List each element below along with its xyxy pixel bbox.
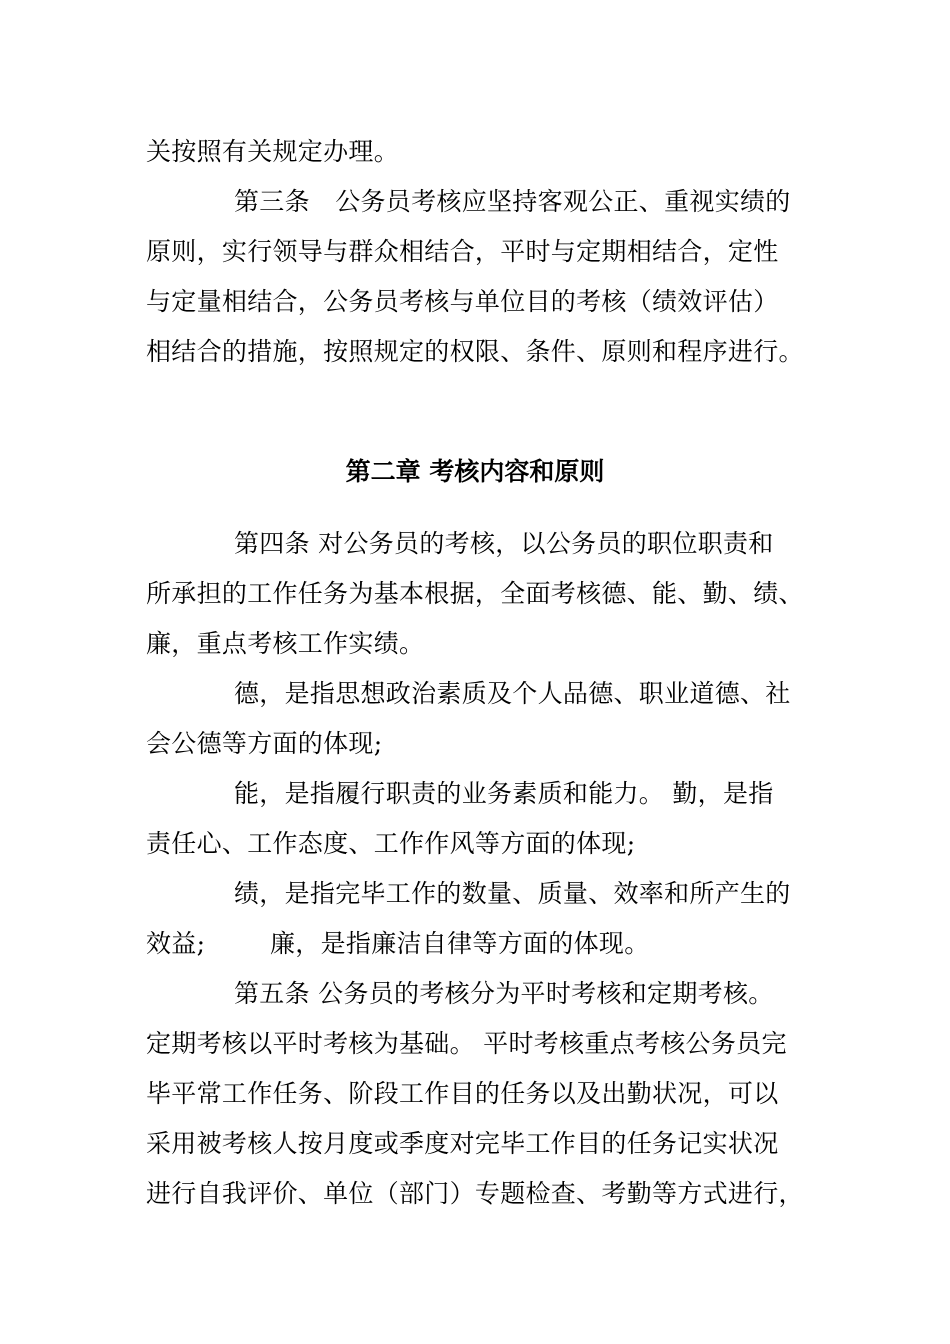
- article-3-start: 第三条 公务员考核应坚持客观公正、重视实绩的: [234, 187, 791, 216]
- text-line: 与定量相结合，公务员考核与单位目的考核（绩效评估）: [146, 287, 779, 316]
- text-line: 关按照有关规定办理。: [146, 137, 400, 166]
- text-line: 效益;: [146, 929, 206, 958]
- ability-paragraph: 能，是指履行职责的业务素质和能力。 勤，是指: [234, 779, 774, 808]
- article-5-start: 第五条 公务员的考核分为平时考核和定期考核。: [234, 979, 774, 1008]
- text-line: 责任心、工作态度、工作作风等方面的体现;: [146, 829, 636, 858]
- performance-paragraph: 绩，是指完毕工作的数量、质量、效率和所产生的: [234, 879, 791, 908]
- article-4-start: 第四条 对公务员的考核，以公务员的职位职责和: [234, 529, 774, 558]
- text-line: 相结合的措施，按照规定的权限、条件、原则和程序进行。: [146, 337, 804, 366]
- text-line: 采用被考核人按月度或季度对完毕工作目的任务记实状况: [146, 1129, 779, 1158]
- text-line: 定期考核以平时考核为基础。 平时考核重点考核公务员完: [146, 1029, 787, 1058]
- text-line: 廉，重点考核工作实绩。: [146, 629, 425, 658]
- text-line: 所承担的工作任务为基本根据，全面考核德、能、勤、绩、: [146, 579, 804, 608]
- text-line: 进行自我评价、单位（部门）专题检查、考勤等方式进行，: [146, 1179, 804, 1208]
- virtue-paragraph: 德，是指思想政治素质及个人品德、职业道德、社: [234, 679, 791, 708]
- text-line: 毕平常工作任务、阶段工作目的任务以及出勤状况，可以: [146, 1079, 779, 1108]
- integrity-paragraph: 廉，是指廉洁自律等方面的体现。: [270, 929, 650, 958]
- text-line: 原则，实行领导与群众相结合，平时与定期相结合，定性: [146, 237, 779, 266]
- text-line: 会公德等方面的体现;: [146, 729, 383, 758]
- chapter-heading: 第二章 考核内容和原则: [345, 457, 605, 486]
